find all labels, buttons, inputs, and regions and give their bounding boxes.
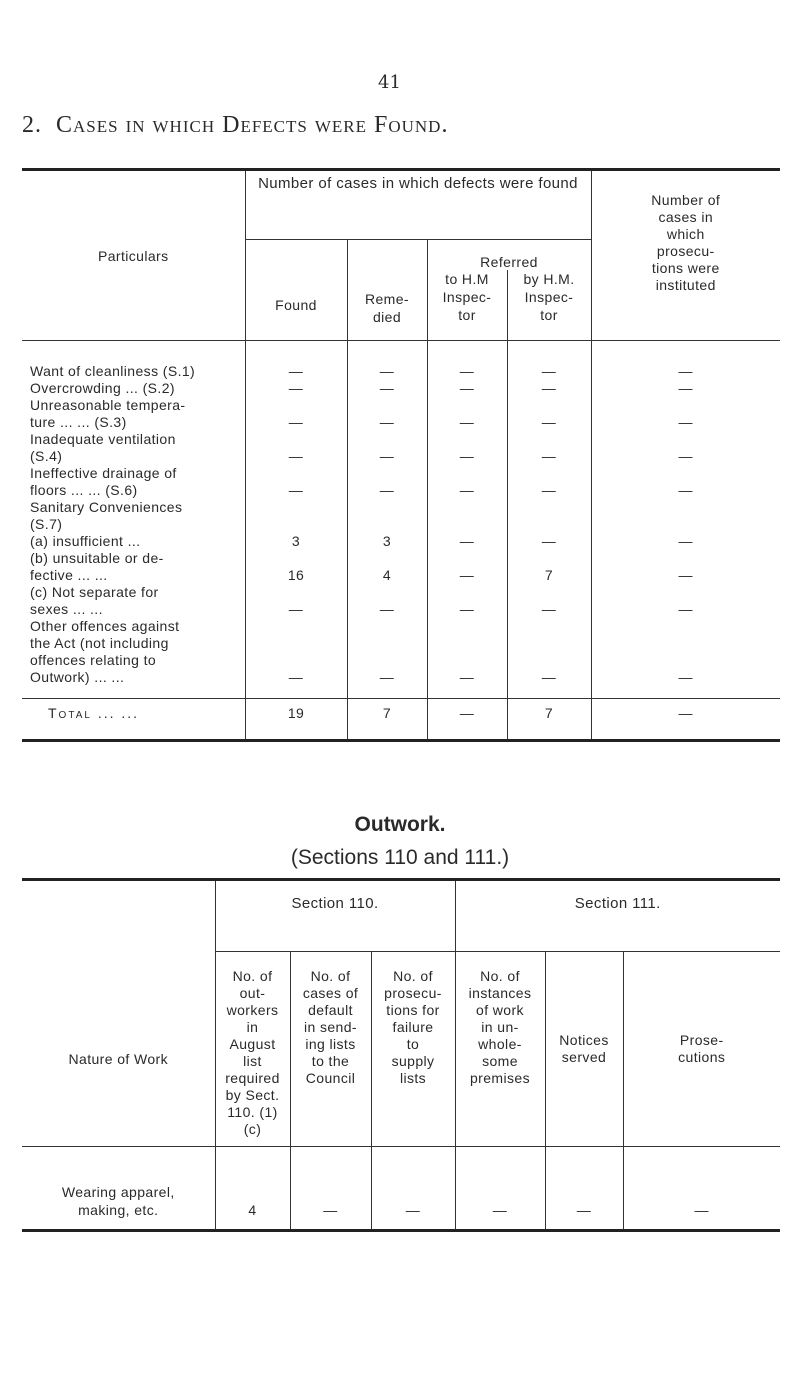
row-to-hm: —	[427, 397, 507, 431]
row-by-hm: 7	[507, 550, 591, 584]
row-found: —	[245, 584, 347, 618]
row-found: —	[245, 341, 347, 381]
outwork-default: —	[290, 1147, 371, 1231]
row-to-hm: —	[427, 431, 507, 465]
header-number-of-cases: Number of cases in which defects were found	[245, 170, 591, 240]
total-to-hm: —	[427, 699, 507, 741]
row-by-hm: —	[507, 533, 591, 550]
row-remedied: —	[347, 341, 427, 381]
total-prosecutions: —	[591, 699, 780, 741]
row-by-hm: —	[507, 397, 591, 431]
outwork-pros-failure: —	[371, 1147, 455, 1231]
row-pros: —	[591, 431, 780, 465]
row-label: Sanitary Conveniences (S.7)	[30, 499, 183, 532]
outwork-row	[22, 1147, 780, 1231]
row-pros: —	[591, 550, 780, 584]
row-to-hm: —	[427, 584, 507, 618]
defects-row	[22, 499, 780, 533]
defects-table	[22, 168, 780, 742]
header-notices: Notices served	[545, 952, 623, 1147]
header-prosecutions: Prose- cutions	[623, 952, 780, 1147]
row-pros: —	[591, 397, 780, 431]
row-pros	[591, 499, 780, 533]
header-section-111: Section 111.	[455, 880, 780, 952]
total-label: Total ... ...	[22, 699, 245, 741]
row-label: Unreasonable tempera- ture ... ... (S.3)	[30, 397, 186, 430]
row-by-hm: —	[507, 618, 591, 699]
row-by-hm: —	[507, 341, 591, 381]
total-remedied: 7	[347, 699, 427, 741]
row-found	[245, 499, 347, 533]
row-by-hm: —	[507, 465, 591, 499]
defects-row	[22, 380, 780, 397]
header-default: No. of cases of default in send- ing lists to the Council	[290, 952, 371, 1147]
row-pros: —	[591, 341, 780, 381]
row-to-hm: —	[427, 380, 507, 397]
row-found: —	[245, 465, 347, 499]
row-by-hm: —	[507, 431, 591, 465]
defects-row	[22, 431, 780, 465]
defects-row	[22, 465, 780, 499]
row-pros: —	[591, 465, 780, 499]
header-nature: Nature of Work	[22, 880, 215, 1147]
defects-row	[22, 397, 780, 431]
row-remedied: —	[347, 618, 427, 699]
row-remedied: —	[347, 465, 427, 499]
header-prosecutions: Number of cases in which prosecu- tions were instituted	[591, 170, 780, 341]
header-referred: Referred	[427, 240, 591, 271]
header-remedied: Reme- died	[347, 240, 427, 341]
total-found: 19	[245, 699, 347, 741]
row-found: —	[245, 397, 347, 431]
row-label: Overcrowding ... (S.2)	[30, 380, 175, 396]
row-to-hm	[427, 499, 507, 533]
row-to-hm: —	[427, 618, 507, 699]
outwork-notices: —	[545, 1147, 623, 1231]
row-label: Inadequate ventilation (S.4)	[30, 431, 176, 464]
row-remedied: —	[347, 431, 427, 465]
defects-row	[22, 584, 780, 618]
outwork-instances: —	[455, 1147, 545, 1231]
row-label: Want of cleanliness (S.1)	[30, 363, 196, 379]
row-remedied: 4	[347, 550, 427, 584]
header-prosecutions-failure: No. of prosecu- tions for failure to supply lists	[371, 952, 455, 1147]
outwork-title: Outwork.	[354, 813, 446, 836]
header-outworkers: No. of out- workers in August list required by Sect. 110. (1) (c)	[215, 952, 290, 1147]
section-title: Cases in which Defects were Found.	[56, 112, 449, 138]
row-to-hm: —	[427, 533, 507, 550]
header-to-hm: to H.M Inspec- tor	[427, 270, 507, 341]
row-by-hm	[507, 499, 591, 533]
defects-row	[22, 533, 780, 550]
row-found: 16	[245, 550, 347, 584]
row-remedied: 3	[347, 533, 427, 550]
section-heading	[22, 112, 448, 139]
row-found: —	[245, 618, 347, 699]
defects-row	[22, 550, 780, 584]
outwork-outworkers: 4	[215, 1147, 290, 1231]
page-number: 41	[378, 72, 401, 93]
row-remedied	[347, 499, 427, 533]
row-label: Ineffective drainage of floors ... ... (S.6)	[30, 465, 177, 498]
outwork-nature: Wearing apparel, making, etc.	[61, 1184, 175, 1218]
row-label: (b) unsuitable or de- fective ... ...	[30, 550, 164, 583]
defects-row	[22, 618, 780, 699]
defects-row	[22, 341, 780, 381]
row-label: Other offences against the Act (not including offences relating to Outwork) ... ...	[30, 618, 180, 685]
total-by-hm: 7	[507, 699, 591, 741]
row-to-hm: —	[427, 465, 507, 499]
row-remedied: —	[347, 584, 427, 618]
outwork-table	[22, 878, 780, 1232]
row-pros: —	[591, 618, 780, 699]
header-found: Found	[245, 240, 347, 341]
row-label: (c) Not separate for sexes ... ...	[30, 584, 159, 617]
row-remedied: —	[347, 397, 427, 431]
row-pros: —	[591, 584, 780, 618]
row-by-hm: —	[507, 380, 591, 397]
header-particulars: Particulars	[22, 170, 245, 341]
row-found: —	[245, 380, 347, 397]
row-label: (a) insufficient ...	[30, 533, 141, 549]
row-found: —	[245, 431, 347, 465]
header-instances: No. of instances of work in un- whole- some premises	[455, 952, 545, 1147]
header-by-hm: by H.M. Inspec- tor	[507, 270, 591, 341]
outwork-subtitle: (Sections 110 and 111.)	[290, 846, 510, 869]
row-pros: —	[591, 533, 780, 550]
section-number: 2.	[22, 112, 42, 138]
row-to-hm: —	[427, 550, 507, 584]
row-by-hm: —	[507, 584, 591, 618]
row-to-hm: —	[427, 341, 507, 381]
row-pros: —	[591, 380, 780, 397]
row-found: 3	[245, 533, 347, 550]
row-remedied: —	[347, 380, 427, 397]
header-section-110: Section 110.	[215, 880, 455, 952]
outwork-prosecutions: —	[623, 1147, 780, 1231]
